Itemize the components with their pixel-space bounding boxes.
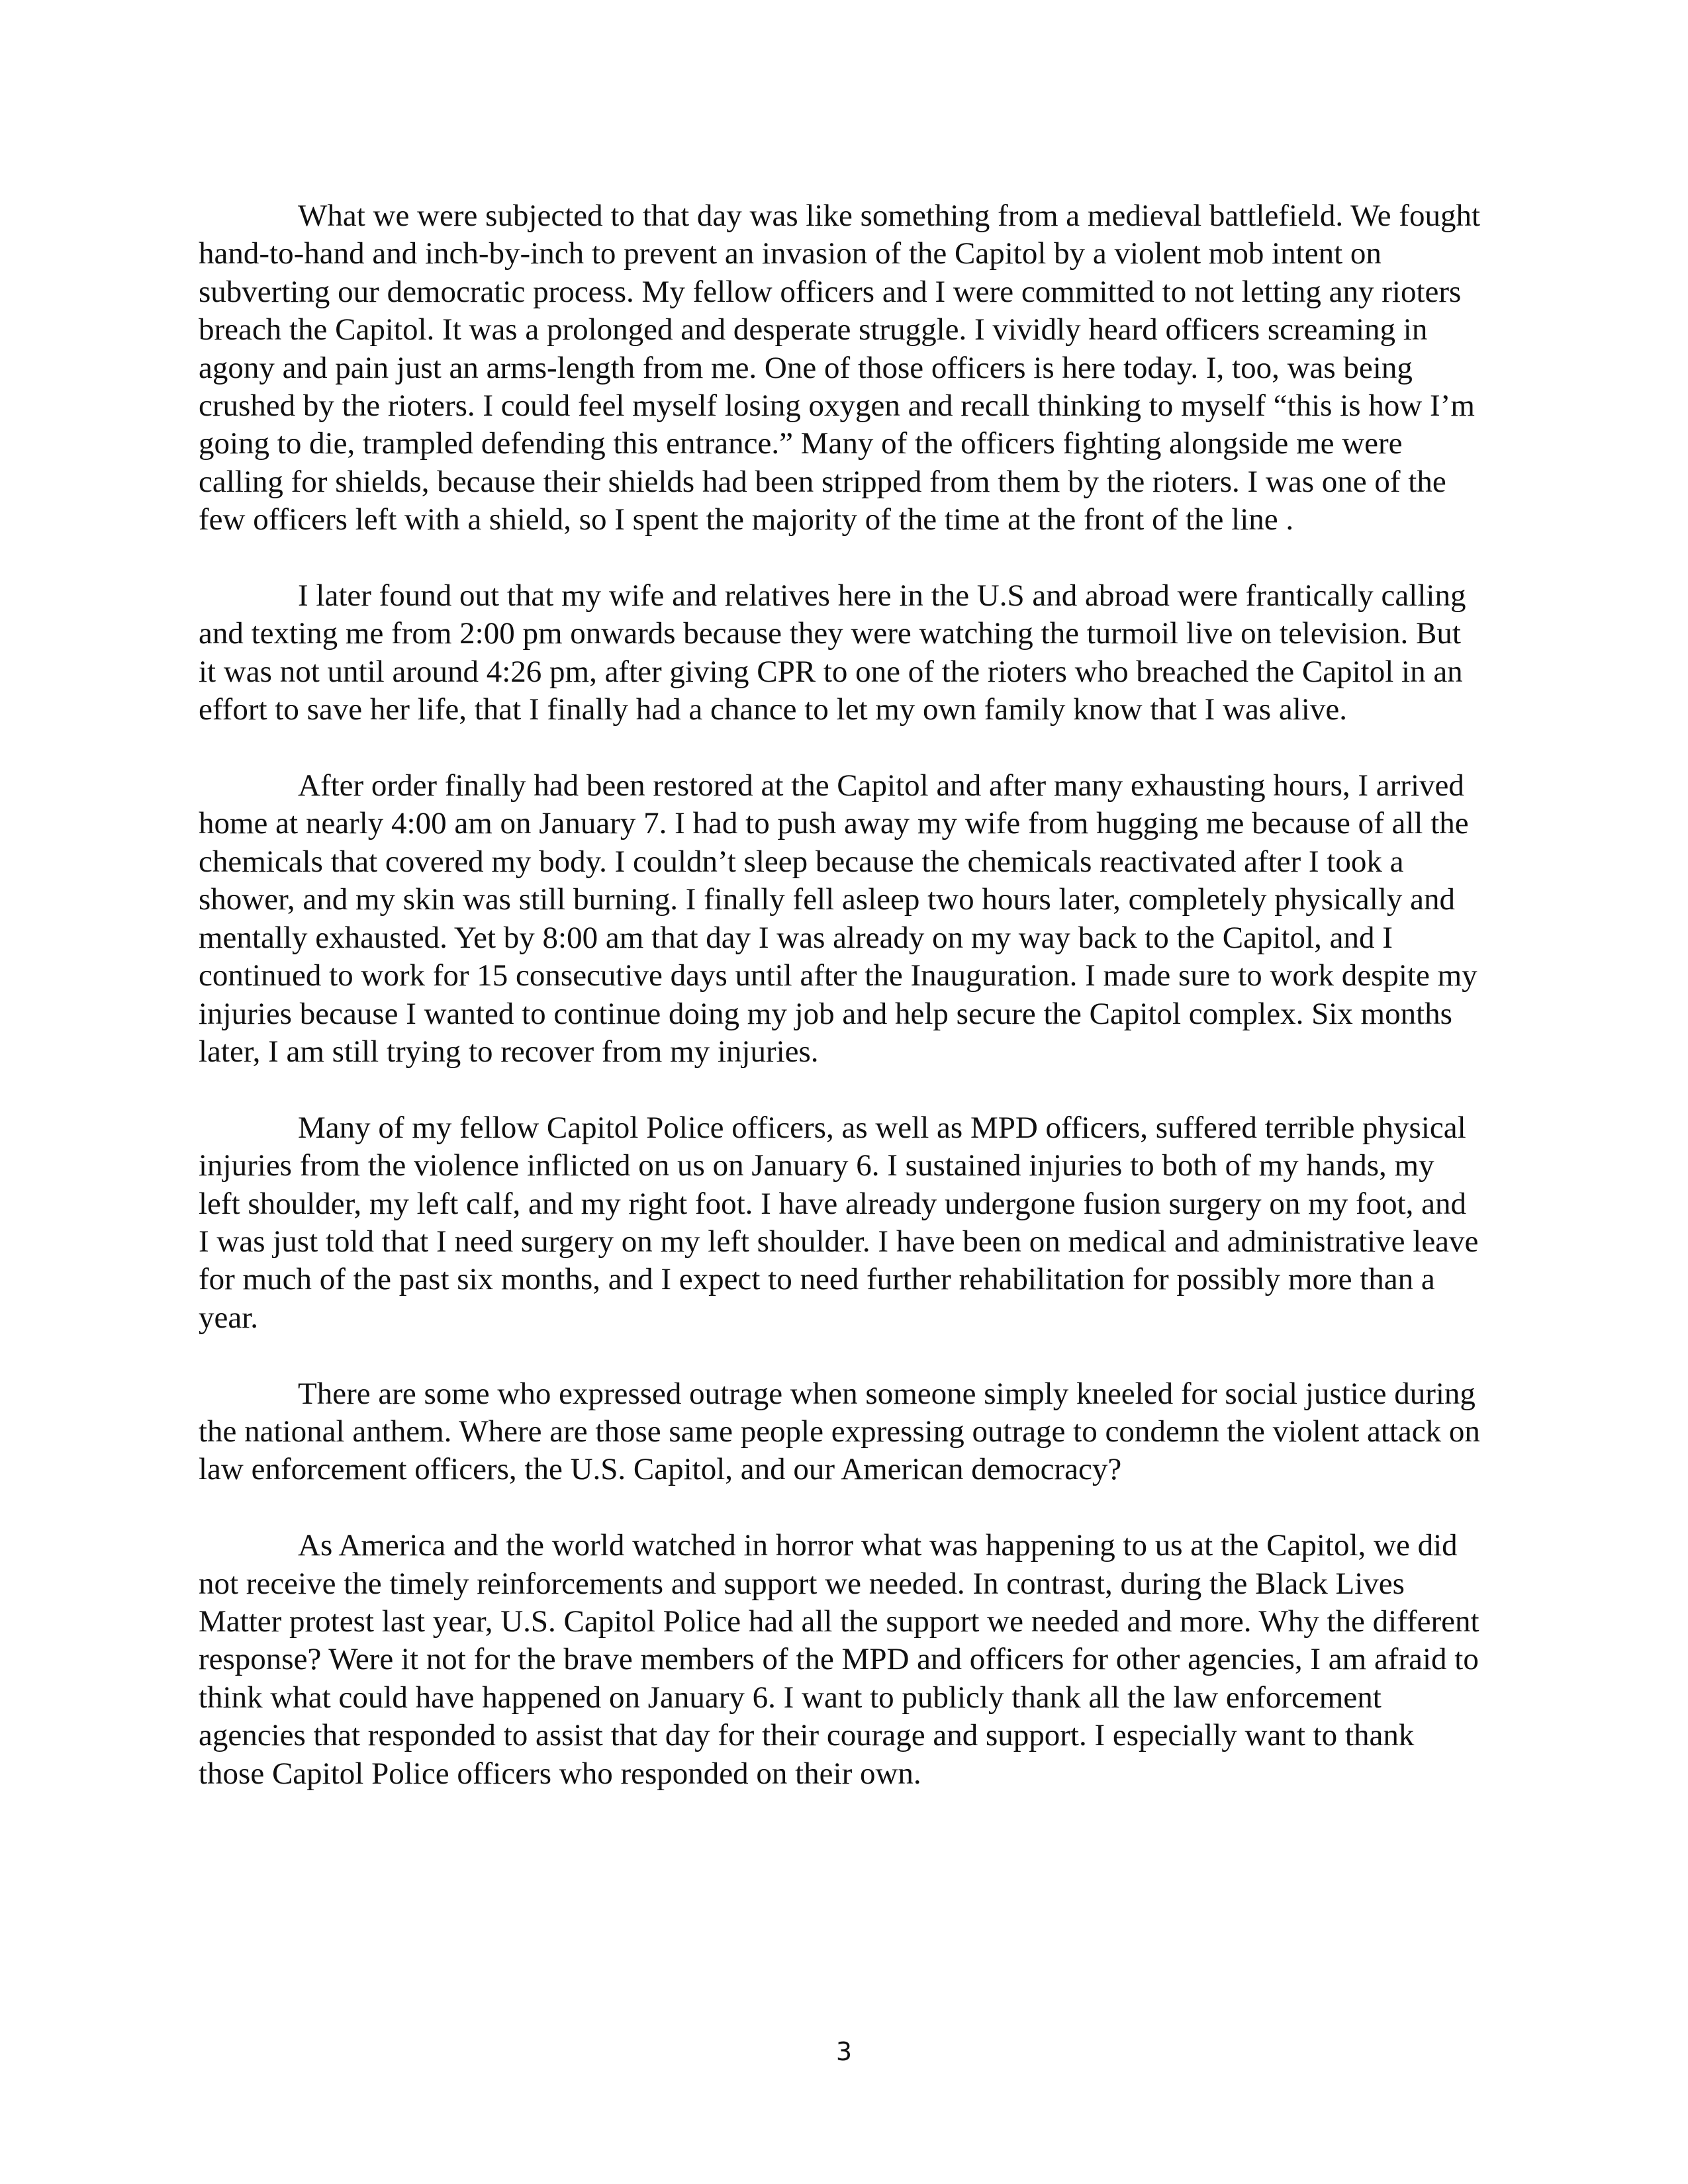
page-number: 3 <box>835 2037 853 2066</box>
paragraph-outrage: There are some who expressed outrage when someone simply kneeled for social justice during the national anthem. Where are those same people expressing outrage to condemn the violent attack on law enforcement officers, the U.S. Capitol, and our American democracy? <box>199 1376 1480 1487</box>
paragraph-injuries: Many of my fellow Capitol Police officers, as well as MPD officers, suffered terrible physical injuries from the violence inflicted on us on January 6. I sustained injuries to both of my hands, my left shoulder, my left calf, and my right foot. I have already undergone fusion surgery on my foot, and I was just told that I need surgery on my left shoulder. I have been on medical and administrative leave for much of the past six months, and I expect to need further rehabilitation for possibly more than a year. <box>199 1110 1479 1335</box>
paragraph-return-to-duty: After order finally had been restored at the Capitol and after many exhausting hours, I arrived home at nearly 4:00 am on January 7. I had to push away my wife from hugging me because of all the chemicals that covered my body. I couldn’t sleep because the chemicals reactivated after I took a shower, and my skin was still burning. I finally fell asleep two hours later, completely physically and mentally exhausted. Yet by 8:00 am that day I was already on my way back to the Capitol, and I continued to work for 15 consecutive days until after the Inauguration. I made sure to work despite my injuries because I wanted to continue doing my job and help secure the Capitol complex. Six months later, I am still trying to recover from my injuries. <box>199 768 1477 1069</box>
paragraph-reinforcements: As America and the world watched in horror what was happening to us at the Capitol, we did not receive the timely reinforcements and support we needed. In contrast, during the Black Lives Matter protest last year, U.S. Capitol Police had all the support we needed and more. Why the different response? Were it not for the brave members of the MPD and officers for other agencies, I am afraid to think what could have happened on January 6. I want to publicly thank all the law enforcement agencies that responded to assist that day for their courage and support. I especially want to thank those Capitol Police officers who responded on their own. <box>199 1528 1479 1791</box>
paragraph-battlefield: What we were subjected to that day was like something from a medieval battlefield. We fought hand-to-hand and inch-by-inch to prevent an invasion of the Capitol by a violent mob intent on subverting our democratic process. My fellow officers and I were committed to not letting any rioters breach the Capitol. It was a prolonged and desperate struggle. I vividly heard officers screaming in agony and pain just an arms-length from me. One of those officers is here today. I, too, was being crushed by the rioters. I could feel myself losing oxygen and recall thinking to myself “this is how I’m going to die, trampled defending this entrance.” Many of the officers fighting alongside me were calling for shields, because their shields had been stripped from them by the rioters. I was one of the few officers left with a shield, so I spent the majority of the time at the front of the line . <box>199 199 1480 537</box>
paragraph-family-contact: I later found out that my wife and relatives here in the U.S and abroad were frantically calling and texting me from 2:00 pm onwards because they were watching the turmoil live on television. But it was not until around 4:26 pm, after giving CPR to one of the rioters who breached the Capitol in an effort to save her life, that I finally had a chance to let my own family know that I was alive. <box>199 578 1466 727</box>
document-body <box>199 197 1483 1831</box>
